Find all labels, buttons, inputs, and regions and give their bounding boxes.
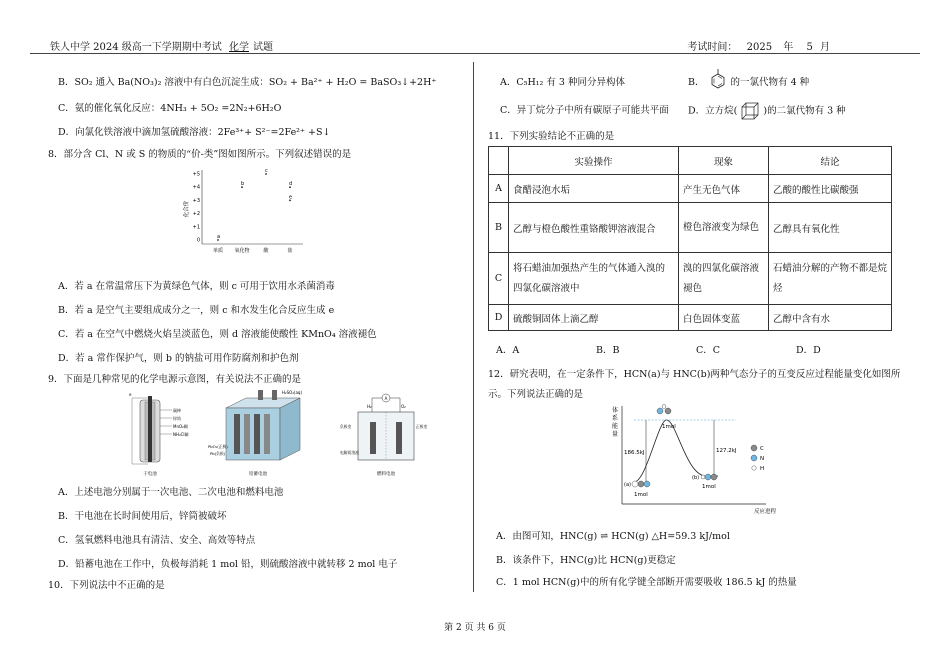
table-cell: C (489, 253, 509, 305)
dry-cell-part-1: 碳棒 (173, 408, 181, 413)
point-label: c (265, 168, 268, 174)
table-cell: B (489, 203, 509, 253)
q8-option-a: A．若 a 在常温常压下为黄绿色气体，则 c 可用于饮用水杀菌消毒 (58, 281, 335, 292)
q10-option-d-prefix: D．立方烷( (688, 105, 738, 117)
exam-time (687, 38, 830, 53)
q9-stem: 9．下面是几种常见的化学电源示意图，有关说法不正确的是 (48, 374, 302, 385)
cubane-structure-icon (740, 102, 760, 120)
table-cell: 溴的四氯化碳溶液褪色 (679, 253, 769, 305)
table-cell: D (489, 305, 509, 331)
svg-text:能: 能 (612, 423, 619, 430)
q11-option-b: B．B (596, 345, 620, 356)
point-label: d (289, 181, 293, 188)
q12-option-c: C．1 mol HCN(g)中的所有化学键全部断开需要吸收 186.5 kJ 的热量 (496, 577, 797, 588)
q7-option-b: B．SO₂ 通入 Ba(NO₃)₂ 溶液中有白色沉淀生成：SO₂ + Ba²⁺ + H₂O = BaSO₃↓+2H⁺ (58, 77, 437, 88)
q9-option-c: C．氢氧燃料电池具有清洁、安全、高效等特点 (58, 535, 256, 546)
table-cell: 乙醇具有氧化性 (769, 203, 892, 253)
year: 2025 (746, 42, 773, 53)
q8-ylabel: 化合价 (184, 200, 190, 218)
lead-acid-part-3: Pb(负极) (210, 451, 226, 456)
q8-stem: 8．部分含 Cl、N 或 S 的物质的“价-类”图如图所示。下列叙述错误的是 (48, 149, 352, 160)
q12-option-a: A．由图可知，HNC(g) ⇌ HCN(g) △H=59.3 kJ/mol (496, 531, 730, 542)
table-cell: A (489, 175, 509, 203)
q10-option-c: C．异丁烷分子中所有碳原子可能共平面 (500, 105, 669, 116)
q11-stem: 11．下列实验结论不正确的是 (488, 131, 615, 142)
y-tick-label: +1 (192, 224, 200, 231)
x-tick-label: 氧化物 (234, 248, 250, 254)
q11-header-blank (489, 147, 509, 175)
y-tick-label: +2 (192, 211, 200, 218)
table-cell: 白色固体变蓝 (679, 305, 769, 331)
svg-text:A: A (384, 396, 388, 401)
exam-title (50, 38, 273, 53)
dry-cell-part-4: NH₄Cl糊 (173, 432, 189, 437)
fuel-cell-electrolyte: 电解质溶液 (340, 450, 359, 455)
q12-right-label: 127.2kJ (716, 448, 737, 454)
svg-text:系: 系 (612, 415, 619, 422)
x-tick-label: 酸 (263, 248, 269, 254)
q12-top-label: 1mol (662, 424, 676, 430)
lead-acid-part-1: H₂SO₄(aq) (282, 390, 303, 395)
y-tick-label: +5 (192, 171, 200, 178)
q11-header-conclusion: 结论 (769, 147, 892, 175)
lead-acid-part-2: PbO₂(正极) (208, 444, 228, 449)
month-unit: 月 (820, 42, 830, 53)
y-tick-label: +3 (192, 197, 200, 204)
lead-acid-caption: 铅蓄电池 (249, 472, 267, 477)
legend-c: C (760, 446, 764, 452)
q8-valence-chart (178, 164, 308, 256)
fuel-cell-o2: O₂ (401, 404, 406, 409)
table-cell: 橙色溶液变为绿色 (679, 203, 769, 253)
q12-stem-line1: 12．研究表明，在一定条件下，HCN(a)与 HNC(b)两种气态分子的互变反应过程能量变化如图所 (488, 369, 901, 380)
table-cell: 乙酸的酸性比碳酸强 (769, 175, 892, 203)
q8-option-c: C．若 a 在空气中燃烧火焰呈淡蓝色，则 d 溶液能使酸性 KMnO₄ 溶液褪色 (58, 329, 377, 340)
q10-option-a: A．C₅H₁₂ 有 3 种同分异构体 (500, 77, 625, 88)
page-header (30, 38, 920, 54)
paper-label: 试题 (253, 42, 273, 53)
q9-option-b: B．干电池在长时间使用后，锌筒被破坏 (58, 511, 227, 522)
q7-option-d: D．向氯化铁溶液中滴加氢硫酸溶液：2Fe³⁺+ S²⁻=2Fe²⁺ +S↓ (58, 127, 331, 138)
year-unit: 年 (783, 42, 794, 53)
q8-option-d: D．若 a 常作保护气，则 b 的钠盐可用作防腐剂和护色剂 (58, 353, 299, 364)
table-cell: 乙醇与橙色酸性重铬酸钾溶液混合 (509, 203, 679, 253)
q11-options (496, 342, 821, 356)
q11-header-phenomenon: 现象 (679, 147, 769, 175)
table-row (489, 305, 892, 331)
table-row (489, 175, 892, 203)
q7-option-c: C．氨的催化氧化反应：4NH₃ + 5O₂ =2N₂+6H₂O (58, 103, 282, 114)
fuel-cell-pos: 正极室 (416, 424, 428, 429)
q12-b-mol: 1mol (702, 484, 716, 490)
fuel-cell-neg: 负极室 (340, 424, 352, 429)
q12-xlabel: 反应进程 (754, 509, 777, 515)
q12-a-mol: 1mol (634, 492, 648, 498)
point-label: b (241, 181, 245, 188)
time-label: 考试时间： (687, 42, 738, 53)
table-cell: 石蜡油分解的产物不都是烷烃 (769, 253, 892, 305)
table-cell: 乙醇中含有水 (769, 305, 892, 331)
subject: 化学 (229, 42, 249, 53)
q11-header-operation: 实验操作 (509, 147, 679, 175)
legend-n: N (760, 456, 765, 462)
svg-text:量: 量 (612, 431, 619, 438)
x-tick-label: 盐 (287, 248, 293, 254)
q9-option-d: D．铅蓄电池在工作中，负极每消耗 1 mol 铅，则硫酸溶液中就转移 2 mol 电子 (58, 559, 398, 570)
q9-option-a: A．上述电池分别属于一次电池、二次电池和燃料电池 (58, 487, 284, 498)
legend-h: H (760, 466, 765, 472)
fuel-cell-h2: H₂ (367, 404, 372, 409)
q11-table-header (489, 147, 892, 175)
q10-option-b (688, 74, 809, 90)
y-tick-label: +4 (192, 184, 200, 191)
school-exam-name: 铁人中学 2024 级高一下学期期中考试 (50, 42, 222, 53)
q11-option-a: A．A (496, 345, 520, 356)
q8-option-b: B．若 a 是空气主要组成成分之一，则 c 和水发生化合反应生成 e (58, 305, 335, 316)
table-row (489, 253, 892, 305)
q12-energy-diagram (606, 404, 806, 516)
fuel-cell-figure (340, 394, 428, 477)
q10-option-b-suffix: 的一氯代物有 4 种 (730, 77, 810, 88)
table-row (489, 203, 892, 253)
point-label: e (289, 194, 293, 201)
dry-cell-part-3: MnO₂糊 (173, 424, 188, 429)
table-cell: 食醋浸泡水垢 (509, 175, 679, 203)
q12-ylabel: 体 (612, 407, 619, 414)
q10-option-b-prefix: B． (688, 77, 705, 88)
fuel-cell-caption: 燃料电池 (377, 472, 395, 477)
q11-option-c: C．C (696, 345, 721, 356)
q12-left-label: 186.5kJ (624, 450, 645, 456)
q9-battery-figures (118, 388, 448, 478)
q11-table (488, 146, 892, 331)
dry-cell-figure (129, 392, 189, 477)
q10-option-d (688, 102, 846, 120)
page-footer: 第 2 页 共 6 页 (444, 623, 506, 633)
q11-option-d: D．D (796, 345, 821, 356)
q12-option-b: B．该条件下，HNC(g)比 HCN(g)更稳定 (496, 555, 676, 566)
y-tick-label: 0 (196, 237, 200, 244)
lead-acid-figure (208, 390, 302, 477)
svg-text:e: e (129, 392, 132, 397)
point-label: a (217, 234, 221, 240)
q12-b-label: (b) (692, 475, 700, 481)
column-divider (473, 62, 474, 592)
q10-option-d-suffix: )的二氯代物有 3 种 (763, 105, 846, 117)
month: 5 (806, 42, 813, 53)
dry-cell-caption: 干电池 (143, 472, 157, 477)
table-cell: 将石蜡油加强热产生的气体通入溴的四氯化碳溶液中 (509, 253, 679, 305)
q12-stem-line2: 示。下列说法正确的是 (488, 389, 584, 400)
q12-a-label: (a) (624, 482, 631, 488)
table-cell: 产生无色气体 (679, 175, 769, 203)
toluene-structure-icon (708, 68, 728, 90)
table-cell: 硫酸铜固体上滴乙醇 (509, 305, 679, 331)
dry-cell-part-2: 锌筒 (173, 416, 181, 421)
x-tick-label: 单质 (212, 248, 224, 254)
q10-stem: 10．下列说法中不正确的是 (48, 580, 165, 591)
